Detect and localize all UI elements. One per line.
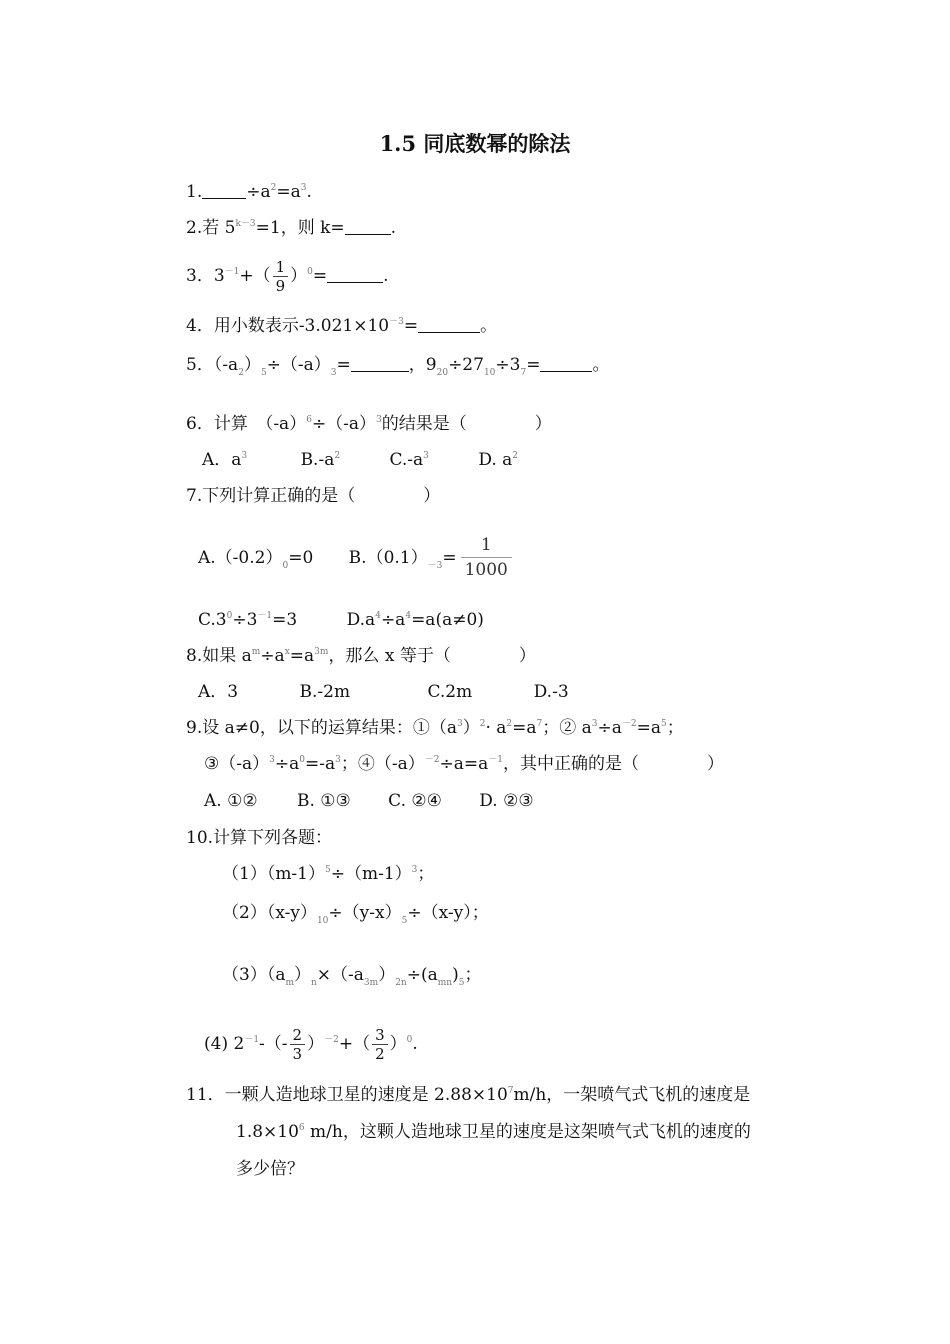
answer-blank bbox=[202, 182, 246, 199]
question-10-part-1: $(1)(m-1)^5\div(m-1)^3$； bbox=[222, 864, 435, 884]
page-title: 1.5 同底数幂的除法 bbox=[379, 131, 571, 156]
question-6: 6．计算 $(-a)^6\div(-a)^3$的结果是（ ） bbox=[186, 414, 552, 434]
question-8: 8.如果 $a^m\div a^x=a^{3m}$，那么 x 等于（ ） bbox=[186, 646, 536, 666]
fraction: $\frac{2}{3}$ bbox=[290, 1026, 306, 1063]
question-11: 11．一颗人造地球卫星的速度是 $2.88\times 10^7m/h$，一架喷气式飞机的速度是 bbox=[186, 1085, 751, 1105]
question-9-line-2: $③(-a)^3\div a^0=-a^3$；$④(-a)^{-2}\div a=a^{-1}$，其中正确的是（ ） bbox=[204, 754, 724, 774]
answer-blank bbox=[351, 355, 409, 372]
question-7: 7.下列计算正确的是（ ） bbox=[186, 486, 441, 506]
question-4: 4．用小数表示$-3.021\times 10^{-3}=$ 。 bbox=[186, 316, 498, 336]
question-10: 10.计算下列各题： bbox=[186, 828, 333, 848]
fraction: $\frac{1}{9}$ bbox=[273, 258, 289, 295]
question-2: 2.若 $5^{k-3}=1$，则 k= . bbox=[186, 218, 397, 238]
question-5: 5．$(-a_2)_5\div(-a)_3=$ ，$9_{20}\div 27_{10}\div 3_7=$ 。 bbox=[186, 355, 610, 378]
question-10-part-3: $(3)(a_m)_n\times(-a_{3m})_{2n}\div(a_{mn})_5$； bbox=[222, 965, 482, 988]
question-7-options-cd: $C.3^0\div 3^{-1}=3$ $D.a^4\div a^4=a(a\ne 0)$ bbox=[198, 610, 484, 630]
answer-blank bbox=[418, 316, 480, 333]
fraction: $\frac{1}{1000}$ bbox=[461, 533, 512, 582]
question-7-options-ab: $A.(-0.2)_0=0$ $B.(0.1)_{-3}=$ $\frac{1}{1000}$ bbox=[198, 533, 512, 583]
question-1: 1. $\div a^2=a^3$. bbox=[186, 182, 312, 202]
question-10-part-4: (4) $2^{-1}-(-$ $\frac{2}{3}$ ）$^{-2}$+（ $\frac{3}{2}$ ）$^0$. bbox=[204, 1026, 418, 1063]
fraction: $\frac{3}{2}$ bbox=[372, 1026, 388, 1063]
question-6-options: A．$a^3$ $B.-a^2$ $C.-a^3$ D. $a^2$ bbox=[202, 450, 519, 470]
answer-blank bbox=[540, 355, 592, 372]
question-9: 9.设 a≠0，以下的运算结果：$①(a^3)^2\cdot a^2=a^7$；② $a^3\div a^{-2}=a^5$； bbox=[186, 718, 684, 738]
question-8-options: A．3 B.-2m C.2m D.-3 bbox=[198, 682, 569, 702]
answer-blank bbox=[327, 266, 383, 283]
question-11-line-3: 多少倍？ bbox=[236, 1159, 304, 1179]
answer-blank bbox=[345, 218, 391, 235]
question-11-line-2: $1.8\times 10^6$ m/h，这颗人造地球卫星的速度是这架喷气式飞机的速度的 bbox=[236, 1122, 751, 1142]
question-3: 3．$3^{-1}+$（ $\frac{1}{9}$ ）$^0$= . bbox=[186, 258, 389, 295]
question-10-part-2: $(2)(x-y)_{10}\div(y-x)_5\div(x-y)$； bbox=[222, 903, 489, 926]
question-9-options: A. ①② B. ①③ C. ②④ D. ②③ bbox=[204, 791, 534, 811]
